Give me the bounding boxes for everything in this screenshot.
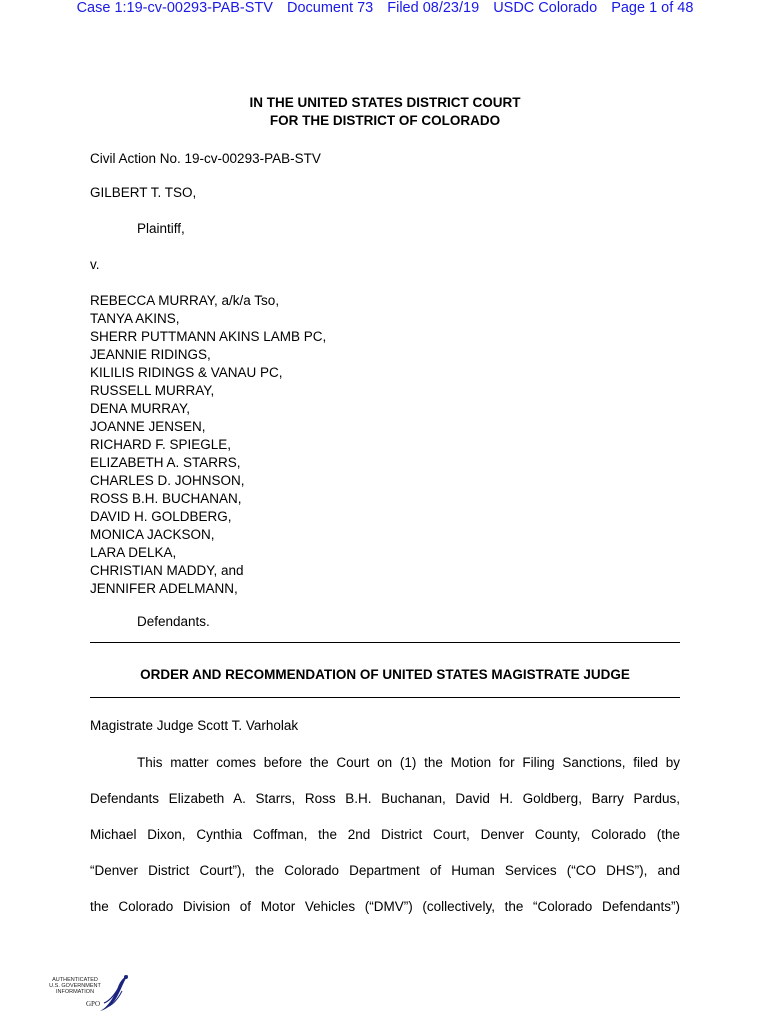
body-text-line: This matter comes before the Court on (1) the Motion for Filing Sanctions, filed by [137,755,680,770]
order-title: ORDER AND RECOMMENDATION OF UNITED STATES MAGISTRATE JUDGE [140,667,630,682]
defendant-name: TANYA AKINS, [90,311,180,326]
defendant-name: JOANNE JENSEN, [90,419,206,434]
defendant-name: ELIZABETH A. STARRS, [90,455,241,470]
defendant-name: ROSS B.H. BUCHANAN, [90,491,242,506]
gpo-mark: GPO [86,1000,101,1008]
plaintiff-name: GILBERT T. TSO, [90,185,197,200]
defendant-name: KILILIS RIDINGS & VANAU PC, [90,365,283,380]
defendants-list [90,292,326,598]
versus-label: v. [90,257,100,272]
court-title-line-2: FOR THE DISTRICT OF COLORADO [269,113,501,128]
defendant-name: MONICA JACKSON, [90,527,215,542]
body-text-line: the Colorado Division of Motor Vehicles (“DMV”) (collectively, the “Colorado Defendants”) [90,899,680,914]
gpo-eagle-icon [96,973,130,1015]
plaintiff-label: Plaintiff, [137,221,185,236]
gpo-seal-text: AUTHENTICATED U.S. GOVERNMENT INFORMATION [49,977,101,995]
header-court: USDC Colorado [493,0,598,16]
defendant-name: RICHARD F. SPIEGLE, [90,437,232,452]
defendant-name: LARA DELKA, [90,545,177,560]
court-title-line-1: IN THE UNITED STATES DISTRICT COURT [249,95,521,110]
gpo-authentication-seal [44,973,134,1017]
defendant-name: REBECCA MURRAY, a/k/a Tso, [90,293,280,308]
civil-action-number: Civil Action No. 19-cv-00293-PAB-STV [90,151,321,166]
header-page-number: Page 1 of 48 [611,0,694,16]
defendant-name: DENA MURRAY, [90,401,191,416]
divider-bottom [90,697,680,698]
judge-name: Magistrate Judge Scott T. Varholak [90,718,299,733]
defendant-name: DAVID H. GOLDBERG, [90,509,232,524]
defendant-name: CHARLES D. JOHNSON, [90,473,245,488]
body-text-line: Michael Dixon, Cynthia Coffman, the 2nd District Court, Denver County, Colorado (the [90,827,680,842]
header-document-number: Document 73 [286,0,374,16]
divider-top [90,642,680,643]
header-case-number: Case 1:19-cv-00293-PAB-STV [76,0,273,16]
defendant-name: JENNIFER ADELMANN, [90,581,238,596]
header-filed-date: Filed 08/23/19 [387,0,480,16]
defendant-name: SHERR PUTTMANN AKINS LAMB PC, [90,329,327,344]
body-text-line: Defendants Elizabeth A. Starrs, Ross B.H. Buchanan, David H. Goldberg, Barry Pardus, [90,791,680,806]
defendants-label: Defendants. [137,614,210,629]
court-title [0,94,770,130]
defendant-name: CHRISTIAN MADDY, and [90,563,244,578]
filing-header [0,0,770,20]
body-text-line: “Denver District Court”), the Colorado Department of Human Services (“CO DHS”), and [90,863,680,878]
defendant-name: JEANNIE RIDINGS, [90,347,211,362]
order-body [90,753,680,933]
defendant-name: RUSSELL MURRAY, [90,383,215,398]
